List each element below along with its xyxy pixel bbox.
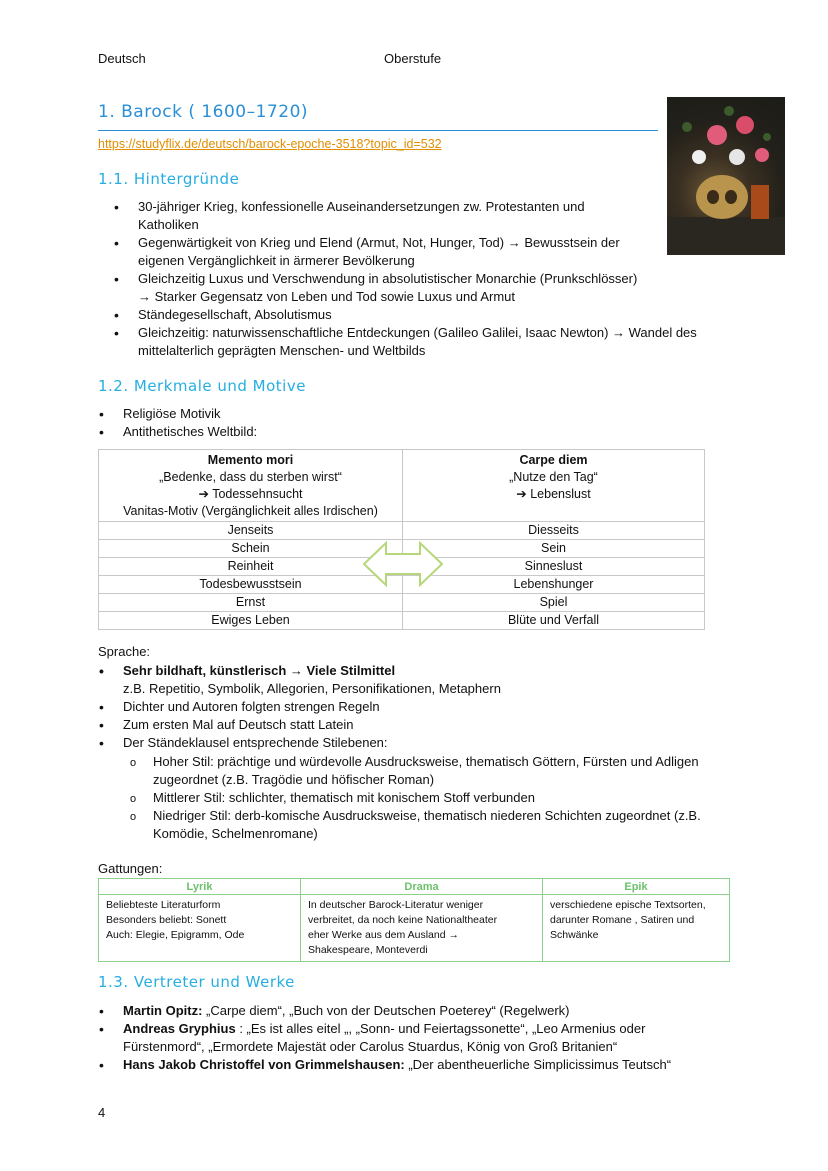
table-cell: Ewiges Leben [99, 612, 403, 630]
list-item: • Der Ständeklausel entsprechende Stilebenen: [123, 734, 743, 752]
header-subject: Deutsch [98, 51, 146, 66]
list-item-continued: zugeordnet (z.B. Tragödie und höfischer Roman) [153, 772, 435, 787]
cell-line: Auch: Elegie, Epigramm, Ode [106, 929, 245, 941]
table-cell: Lebenshunger [403, 576, 705, 594]
cell-line: Beliebteste Literaturform [106, 899, 221, 911]
stil-list [153, 753, 733, 843]
list-item-continued: Komödie, Schelmenromane) [153, 826, 318, 841]
lyrik-cell [99, 895, 301, 962]
list-item: • Gegenwärtigkeit von Krieg und Elend (Armut, Not, Hunger, Tod) → Bewusstsein der [138, 234, 738, 252]
table-cell: Ernst [99, 594, 403, 612]
list-item-continued: z.B. Repetitio, Symbolik, Allegorien, Personifikationen, Metaphern [123, 681, 501, 696]
list-item-continued: → Starker Gegensatz von Leben und Tod sowie Luxus und Armut [138, 289, 515, 304]
table-cell: Sinneslust [403, 558, 705, 576]
table-row [99, 522, 705, 540]
table-cell: Sein [403, 540, 705, 558]
author-name: Hans Jakob Christoffel von Grimmelshausen: [123, 1057, 405, 1072]
sprache-label: Sprache: [98, 644, 151, 659]
author-works: : „Es ist alles eitel „, „Sonn- und Feiertagssonette“, „Leo Armenius oder [235, 1021, 646, 1036]
cell-line: Schwänke [550, 929, 599, 941]
epik-header: Epik [543, 879, 730, 895]
author-name: Andreas Gryphius [123, 1021, 236, 1036]
studyflix-link[interactable]: https://studyflix.de/deutsch/barock-epoche-3518?topic_id=532 [98, 137, 442, 151]
cell-line: Shakespeare, Monteverdi [308, 944, 428, 956]
table-row [99, 594, 705, 612]
table-cell: Diesseits [403, 522, 705, 540]
merkmale-list [123, 405, 723, 441]
double-arrow-icon [362, 541, 444, 587]
epik-cell [543, 895, 730, 962]
list-item-continued [123, 1038, 743, 1056]
list-item-continued: mittelalterlich geprägten Menschen- und Weltbilds [138, 343, 426, 358]
list-item [123, 1002, 743, 1020]
carpe-diem-line: ➔ Lebenslust [516, 487, 591, 501]
author-works: „Der abentheuerliche Simplicissimus Teutsch“ [404, 1057, 672, 1072]
list-item: • Zum ersten Mal auf Deutsch statt Latein [123, 716, 743, 734]
header-level: Oberstufe [384, 51, 442, 66]
list-item: • Dichter und Autoren folgten strengen Regeln [123, 698, 743, 716]
cell-line: verschiedene epische Textsorten, [550, 899, 706, 911]
hintergruende-title: 1.1. Hintergründe [98, 170, 240, 188]
list-item: • Ständegesellschaft, Absolutismus [138, 306, 738, 324]
drama-header: Drama [301, 879, 543, 895]
list-item [123, 1056, 743, 1074]
memento-mori-line: ➔ Todessehnsucht [198, 487, 303, 501]
list-item: o Niedriger Stil: derb-komische Ausdrucksweise, thematisch niederen Schichten zugeordnet (z.B. [153, 807, 733, 825]
author-name: Martin Opitz: [123, 1003, 203, 1018]
vertreter-title: 1.3. Vertreter und Werke [98, 973, 295, 991]
list-item: • Religiöse Motivik [123, 405, 723, 423]
carpe-diem-line: „Nutze den Tag“ [509, 470, 598, 484]
vertreter-list [123, 1002, 743, 1074]
memento-mori-line: Vanitas-Motiv (Vergänglichkeit alles Irdischen) [123, 504, 378, 518]
table-cell: Jenseits [99, 522, 403, 540]
list-item: o Hoher Stil: prächtige und würdevolle Ausdrucksweise, thematisch Göttern, Fürsten und Adligen [153, 753, 733, 771]
gattungen-label: Gattungen: [98, 861, 163, 876]
hintergruende-list [138, 198, 738, 360]
carpe-diem-heading: Carpe diem [519, 453, 588, 467]
title-rule [98, 130, 658, 131]
author-works: Fürstenmord“, „Ermordete Majestät oder Carolus Stuardus, König von Groß Britanien“ [123, 1039, 618, 1054]
table-cell: Schein [99, 540, 403, 558]
table-cell: Blüte und Verfall [403, 612, 705, 630]
list-item: o Mittlerer Stil: schlichter, thematisch mit konischem Stoff verbunden [153, 789, 733, 807]
lyrik-header: Lyrik [99, 879, 301, 895]
cell-line: verbreitet, da noch keine Nationaltheater [308, 914, 498, 926]
table-row [99, 612, 705, 630]
sprache-list [123, 662, 743, 752]
list-item: • Sehr bildhaft, künstlerisch → Viele Stilmittel [123, 662, 743, 680]
table-cell: Reinheit [99, 558, 403, 576]
table-cell: Spiel [403, 594, 705, 612]
carpe-diem-cell [403, 450, 705, 522]
memento-mori-cell [99, 450, 403, 522]
cell-line: darunter Romane , Satiren und [550, 914, 695, 926]
list-item-continued: Katholiken [138, 217, 199, 232]
cell-line: Besonders beliebt: Sonett [106, 914, 227, 926]
cell-line: In deutscher Barock-Literatur weniger [308, 899, 484, 911]
list-item [123, 1020, 743, 1038]
list-item: • 30-jähriger Krieg, konfessionelle Auseinandersetzungen zw. Protestanten und [138, 198, 738, 216]
list-item-continued: eigenen Vergänglichkeit in ärmerer Bevölkerung [138, 253, 415, 268]
list-item: • Antithetisches Weltbild: [123, 423, 723, 441]
gattungen-table [98, 878, 730, 962]
list-item: • Gleichzeitig: naturwissenschaftliche Entdeckungen (Galileo Galilei, Isaac Newton) → Wandel des [138, 324, 738, 342]
section-title: 1. Barock ( 1600–1720) [98, 102, 309, 122]
list-item: • Gleichzeitig Luxus und Verschwendung in absolutistischer Monarchie (Prunkschlösser) [138, 270, 738, 288]
memento-mori-line: „Bedenke, dass du sterben wirst“ [159, 470, 342, 484]
antithesis-table [98, 449, 705, 630]
cell-line: eher Werke aus dem Ausland → [308, 929, 459, 941]
memento-mori-heading: Memento mori [207, 453, 294, 467]
drama-cell [301, 895, 543, 962]
page-number: 4 [98, 1105, 106, 1120]
merkmale-title: 1.2. Merkmale und Motive [98, 377, 306, 395]
table-cell: Todesbewusstsein [99, 576, 403, 594]
author-works: „Carpe diem“, „Buch von der Deutschen Poeterey“ (Regelwerk) [202, 1003, 570, 1018]
